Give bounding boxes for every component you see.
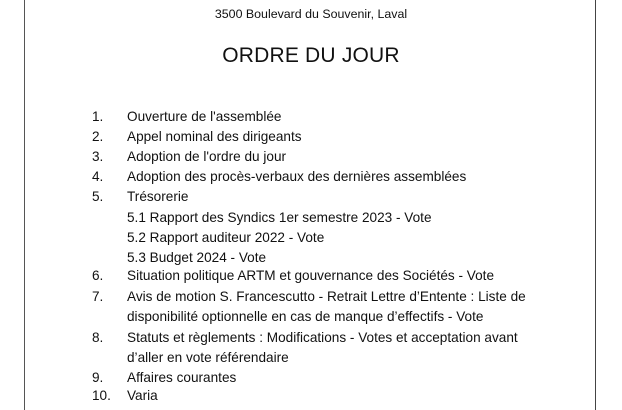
item-number: 2. (92, 129, 104, 144)
item-text: Adoption de l'ordre du jour (127, 149, 287, 164)
item-text: disponibilité optionnelle en cas de manque d’effectifs - Vote (127, 309, 484, 324)
subitem-text: 5.1 Rapport des Syndics 1er semestre 2023 - Vote (127, 210, 432, 225)
item-number: 7. (92, 289, 104, 304)
subitem-text: 5.3 Budget 2024 - Vote (127, 250, 267, 265)
item-number: 10. (92, 388, 111, 403)
page-title: ORDRE DU JOUR (222, 44, 400, 67)
item-text: Situation politique ARTM et gouvernance des Sociétés - Vote (127, 268, 495, 283)
address: 3500 Boulevard du Souvenir, Laval (214, 7, 408, 21)
item-text: Trésorerie (127, 189, 189, 204)
item-number: 6. (92, 268, 104, 283)
item-text: Avis de motion S. Francescutto - Retrait Lettre d’Entente : Liste de (127, 289, 526, 304)
subitem-text: 5.2 Rapport auditeur 2022 - Vote (127, 230, 325, 245)
item-text: Affaires courantes (127, 370, 237, 385)
item-text: d’aller en vote référendaire (127, 350, 289, 365)
item-text: Ouverture de l'assemblée (127, 109, 282, 124)
item-number: 9. (92, 370, 104, 385)
item-text: Varia (127, 388, 158, 403)
item-number: 3. (92, 149, 104, 164)
item-text: Statuts et règlements : Modifications - Votes et acceptation avant (127, 330, 518, 345)
item-number: 5. (92, 189, 104, 204)
item-text: Adoption des procès-verbaux des dernières assemblées (127, 169, 467, 184)
item-number: 4. (92, 169, 104, 184)
item-text: Appel nominal des dirigeants (127, 129, 302, 144)
item-number: 1. (92, 109, 104, 124)
item-number: 8. (92, 330, 104, 345)
